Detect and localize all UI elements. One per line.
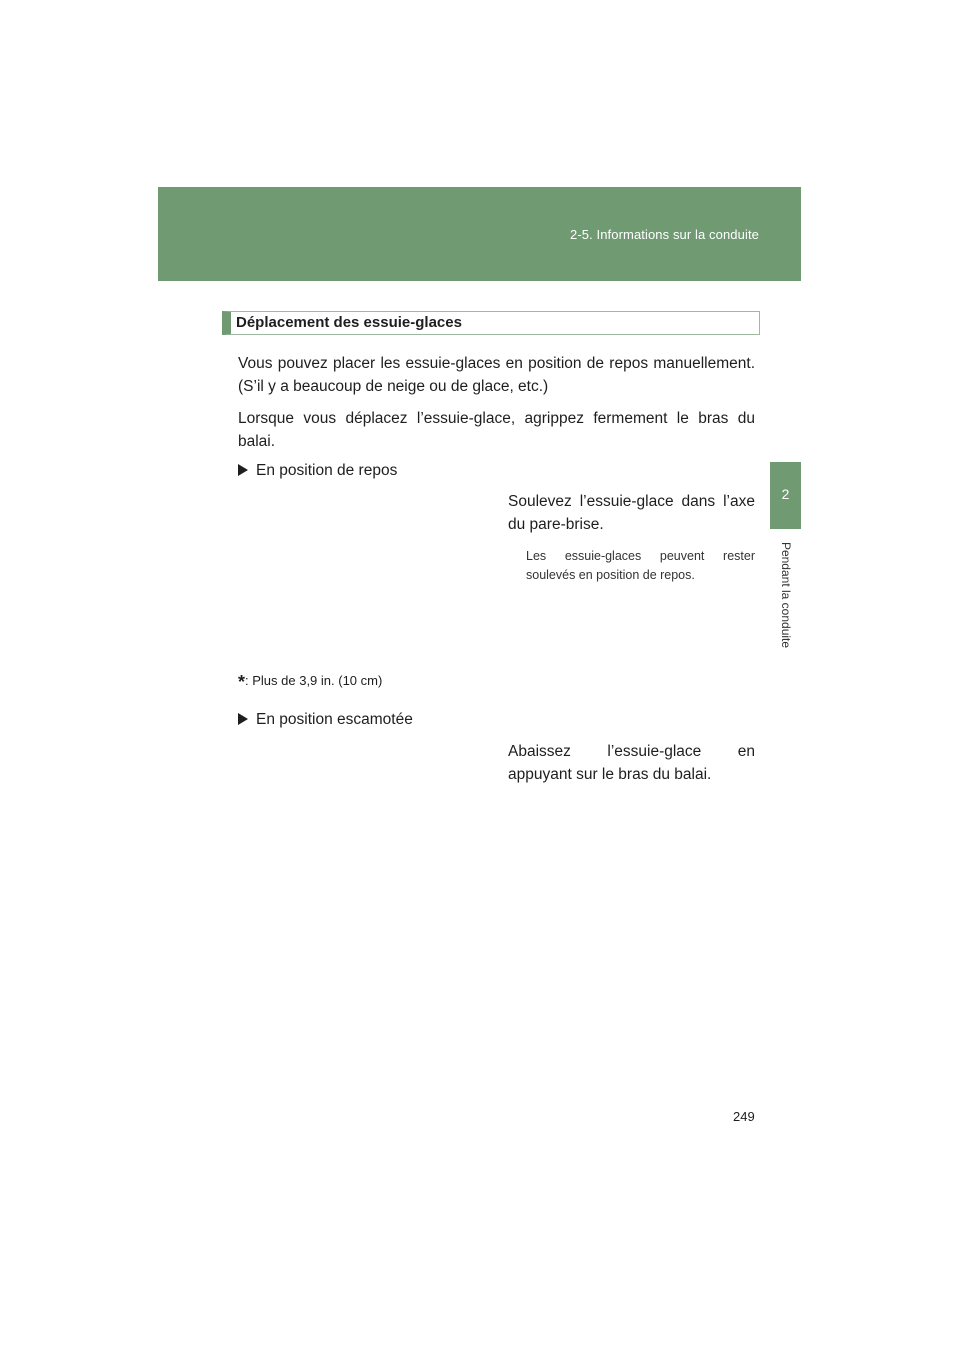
- section-heading-text: Déplacement des essuie-glaces: [236, 314, 462, 331]
- chapter-section-title: 2-5. Informations sur la conduite: [569, 227, 759, 242]
- footnote-marker: *: [238, 672, 246, 692]
- header-band: [158, 187, 801, 281]
- intro-paragraph: Vous pouvez placer les essuie-glaces en position de repos manuellement. (S’il y a beaucoup de neige ou de glace, etc.): [238, 355, 755, 395]
- triangle-bullet-icon: [238, 713, 248, 725]
- chapter-tab-number: 2: [781, 486, 790, 502]
- section-heading: [222, 311, 760, 335]
- chapter-tab: [770, 462, 801, 529]
- instruction-paragraph: Lorsque vous déplacez l’essuie-glace, agrippez fermement le bras du balai.: [238, 410, 755, 450]
- bullet-item-title: En position de repos: [256, 462, 398, 479]
- chapter-tab-label: Pendant la conduite: [779, 541, 793, 649]
- triangle-bullet-icon: [238, 464, 248, 476]
- bullet-item: [238, 462, 397, 480]
- bullet-item: [238, 711, 413, 729]
- item-note: Les essuie-glaces peuvent rester soulevés en position de repos.: [526, 549, 755, 582]
- footnote: [238, 672, 382, 693]
- footnote-text: : Plus de 3,9 in. (10 cm): [245, 673, 383, 688]
- item-instruction: Soulevez l’essuie-glace dans l’axe du pare-brise.: [508, 493, 755, 533]
- item-instruction: Abaissez l’essuie-glace en appuyant sur le bras du balai.: [508, 743, 755, 783]
- page-number: 249: [733, 1109, 755, 1124]
- bullet-item-title: En position escamotée: [256, 711, 413, 728]
